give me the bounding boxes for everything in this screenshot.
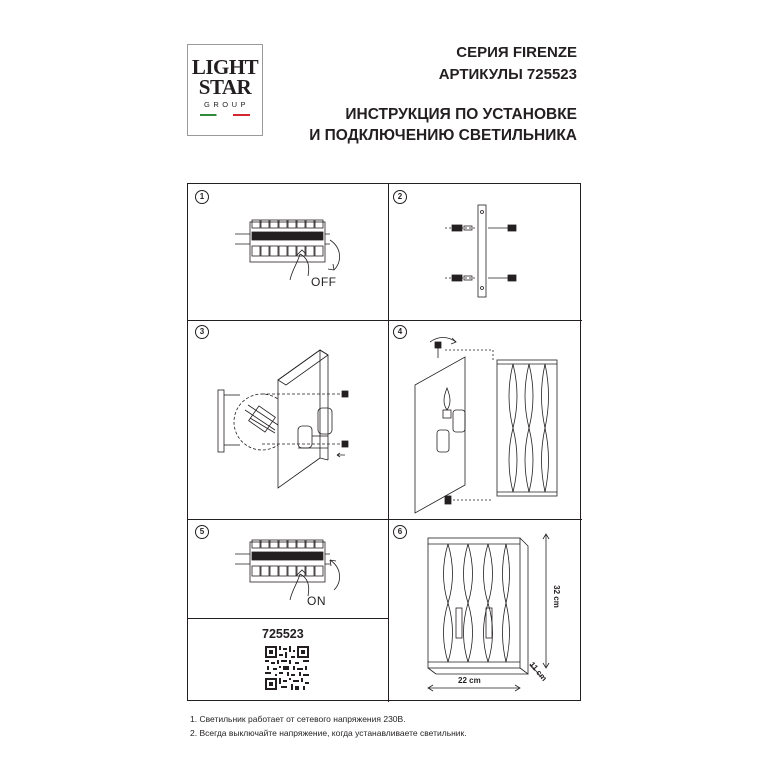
brand-logo [187,44,263,136]
instruction-title-line-1: ИНСТРУКЦИЯ ПО УСТАНОВКЕ [345,106,577,123]
step-4-badge: 4 [393,325,407,339]
italian-flag-stripe [200,114,250,116]
step-5-badge: 5 [195,525,209,539]
breaker-off-illustration [230,210,350,285]
step-3-badge: 3 [195,325,209,339]
articles-title: АРТИКУЛЫ 725523 [438,66,577,83]
wiring-plate-illustration [210,340,370,500]
article-number: 725523 [262,627,304,641]
safety-notes [190,712,467,740]
width-dimension: 22 cm [458,676,481,685]
switch-on-label: ON [307,594,326,608]
grid-divider-vertical [388,184,389,702]
logo-line-1: LIGHT [191,55,259,79]
step-6-badge: 6 [393,525,407,539]
grid-divider-row-1 [188,320,582,321]
step-2-badge: 2 [393,190,407,204]
logo-line-2: STAR [198,75,252,99]
grid-divider-row-3 [188,618,388,619]
lamp-assembly-illustration [405,330,570,520]
note-2: 2. Всегда выключайте напряжение, когда устанавливаете светильник. [190,728,467,738]
instruction-title-line-2: И ПОДКЛЮЧЕНИЮ СВЕТИЛЬНИКА [309,127,577,144]
qr-code [265,646,309,690]
series-title: СЕРИЯ FIRENZE [456,44,577,61]
mounting-bracket-illustration [440,200,530,305]
breaker-on-illustration [230,530,350,605]
step-1-badge: 1 [195,190,209,204]
height-dimension: 32 cm [551,585,561,608]
switch-off-label: OFF [311,275,337,289]
logo-line-3: GROUP [203,100,249,109]
note-1: 1. Светильник работает от сетевого напряжения 230В. [190,714,406,724]
depth-dimension: 11 cm [527,660,549,683]
